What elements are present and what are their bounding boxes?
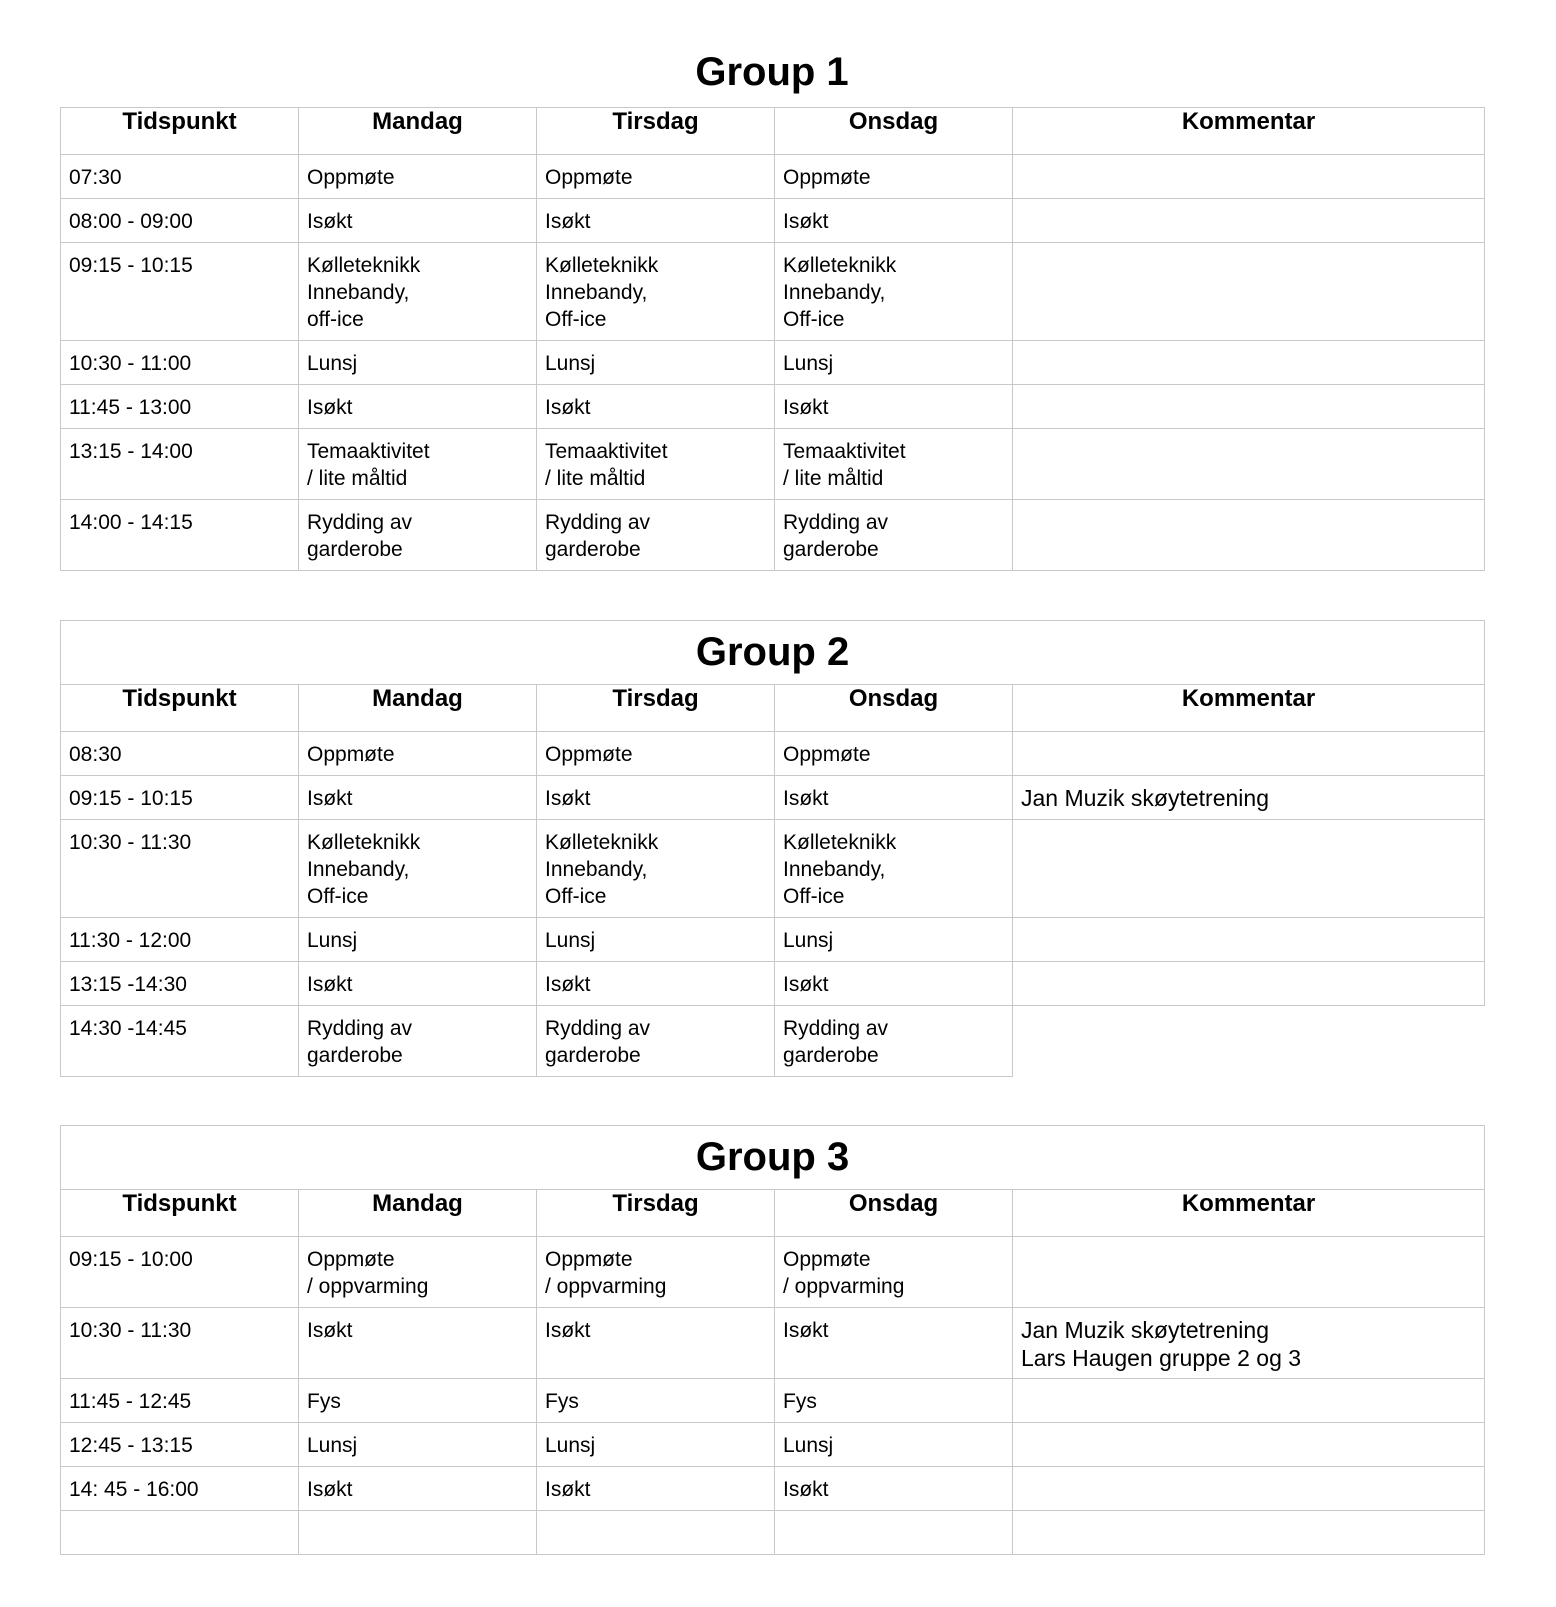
time-cell: 10:30 - 11:30 [69,1319,192,1342]
mandag-cell: Isøkt [307,787,353,810]
tirsdag-cell: Isøkt [545,787,591,810]
table-row [61,1237,1485,1308]
onsdag-cell: Oppmøte [783,166,871,189]
header-tirsdag: Tirsdag [537,1190,775,1237]
kommentar-cell [1013,243,1484,251]
header-tirsdag: Tirsdag [537,108,775,155]
time-cell: 09:15 - 10:00 [69,1248,193,1271]
onsdag-cell: Kølleteknikk Innebandy, Off-ice [783,254,897,331]
onsdag-cell: Isøkt [783,396,829,419]
time-cell [61,1511,298,1520]
mandag-cell: Oppmøte [307,166,395,189]
header-tidspunkt: Tidspunkt [61,1190,299,1237]
onsdag-cell [775,1511,1012,1520]
mandag-cell: Lunsj [307,1434,358,1457]
onsdag-cell: Oppmøte / oppvarming [783,1248,905,1298]
mandag-cell: Rydding av garderobe [307,1017,413,1067]
tirsdag-cell: Rydding av garderobe [545,1017,651,1067]
time-cell: 11:30 - 12:00 [69,929,192,952]
mandag-cell: Isøkt [307,973,353,996]
tirsdag-cell: Kølleteknikk Innebandy, Off-ice [545,831,659,908]
table-row [61,1511,1485,1555]
mandag-cell: Lunsj [307,929,358,952]
time-cell: 10:30 - 11:30 [69,831,192,854]
tirsdag-cell: Isøkt [545,396,591,419]
tirsdag-cell: Oppmøte [545,743,633,766]
kommentar-cell: Jan Muzik skøytetrening Lars Haugen gruppe 2 og 3 [1021,1317,1302,1371]
header-kommentar: Kommentar [1013,685,1485,732]
table-row [61,1467,1485,1511]
kommentar-cell [1013,918,1484,926]
time-cell: 08:30 [69,743,122,766]
mandag-cell: Fys [307,1390,341,1413]
tirsdag-cell: Isøkt [545,210,591,233]
kommentar-cell: Jan Muzik skøytetrening [1021,785,1269,811]
kommentar-cell [1013,155,1484,163]
onsdag-cell: Isøkt [783,1478,829,1501]
header-onsdag: Onsdag [775,108,1013,155]
kommentar-cell [1013,732,1484,740]
header-row [61,685,1485,732]
onsdag-cell: Rydding av garderobe [783,511,889,561]
tirsdag-cell: Oppmøte [545,166,633,189]
onsdag-cell: Temaaktivitet / lite måltid [783,440,906,490]
kommentar-cell [1013,1467,1484,1475]
table-row [61,1006,1485,1077]
tirsdag-cell: Lunsj [545,1434,596,1457]
header-onsdag: Onsdag [775,1190,1013,1237]
mandag-cell: Oppmøte [307,743,395,766]
mandag-cell [299,1511,536,1520]
time-cell: 09:15 - 10:15 [69,787,193,810]
mandag-cell: Isøkt [307,1478,353,1501]
header-onsdag: Onsdag [775,685,1013,732]
time-cell: 12:45 - 13:15 [69,1434,193,1457]
mandag-cell: Isøkt [307,210,353,233]
table-row [61,199,1485,243]
header-kommentar: Kommentar [1013,1190,1485,1237]
kommentar-cell [1013,1423,1484,1431]
header-tidspunkt: Tidspunkt [61,685,299,732]
onsdag-cell: Isøkt [783,210,829,233]
mandag-cell: Kølleteknikk Innebandy, Off-ice [307,831,421,908]
table-row [61,776,1485,820]
time-cell: 13:15 - 14:00 [69,440,193,463]
tirsdag-cell: Isøkt [545,973,591,996]
table-row [61,243,1485,341]
onsdag-cell: Isøkt [783,973,829,996]
group-2-table [60,620,1485,1077]
table-row [61,962,1485,1006]
mandag-cell: Isøkt [307,1319,353,1342]
kommentar-cell [1013,500,1484,508]
mandag-cell: Rydding av garderobe [307,511,413,561]
tirsdag-cell [537,1511,774,1520]
onsdag-cell: Isøkt [783,787,829,810]
table-row [61,429,1485,500]
mandag-cell: Temaaktivitet / lite måltid [307,440,430,490]
table-row [61,1379,1485,1423]
onsdag-cell: Isøkt [783,1319,829,1342]
kommentar-cell [1013,962,1484,970]
tirsdag-cell: Isøkt [545,1478,591,1501]
table-row [61,1308,1485,1379]
kommentar-cell [1013,1006,1484,1014]
kommentar-cell [1013,820,1484,828]
kommentar-cell [1013,1237,1484,1245]
header-mandag: Mandag [299,685,537,732]
tirsdag-cell: Isøkt [545,1319,591,1342]
time-cell: 14:30 -14:45 [69,1017,187,1040]
kommentar-cell [1013,429,1484,437]
header-tidspunkt: Tidspunkt [61,108,299,155]
time-cell: 09:15 - 10:15 [69,254,193,277]
time-cell: 08:00 - 09:00 [69,210,193,233]
table-row [61,732,1485,776]
mandag-cell: Isøkt [307,396,353,419]
table-row [61,918,1485,962]
time-cell: 11:45 - 12:45 [69,1390,192,1413]
onsdag-cell: Lunsj [783,1434,834,1457]
header-row [61,1190,1485,1237]
time-cell: 13:15 -14:30 [69,973,187,996]
table-row [61,385,1485,429]
group-3-table [60,1125,1485,1555]
header-tirsdag: Tirsdag [537,685,775,732]
group-1-title: Group 1 [695,50,849,94]
onsdag-cell: Oppmøte [783,743,871,766]
header-kommentar: Kommentar [1013,108,1485,155]
tirsdag-cell: Lunsj [545,929,596,952]
table-row [61,820,1485,918]
onsdag-cell: Fys [783,1390,817,1413]
tirsdag-cell: Rydding av garderobe [545,511,651,561]
tirsdag-cell: Temaaktivitet / lite måltid [545,440,668,490]
header-row [61,108,1485,155]
time-cell: 07:30 [69,166,122,189]
table-row [61,500,1485,571]
kommentar-cell [1013,1511,1484,1519]
mandag-cell: Oppmøte / oppvarming [307,1248,429,1298]
header-mandag: Mandag [299,108,537,155]
table-row [61,1423,1485,1467]
onsdag-cell: Lunsj [783,352,834,375]
group-2-title: Group 2 [61,621,1485,685]
kommentar-cell [1013,341,1484,349]
time-cell: 11:45 - 13:00 [69,396,192,419]
group-1-table [60,107,1485,571]
group-3-title: Group 3 [61,1126,1485,1190]
onsdag-cell: Lunsj [783,929,834,952]
table-row [61,341,1485,385]
tirsdag-cell: Kølleteknikk Innebandy, Off-ice [545,254,659,331]
kommentar-cell [1013,385,1484,393]
onsdag-cell: Kølleteknikk Innebandy, Off-ice [783,831,897,908]
tirsdag-cell: Oppmøte / oppvarming [545,1248,667,1298]
kommentar-cell [1013,1379,1484,1387]
tirsdag-cell: Lunsj [545,352,596,375]
table-row [61,155,1485,199]
tirsdag-cell: Fys [545,1390,579,1413]
mandag-cell: Kølleteknikk Innebandy, off-ice [307,254,421,331]
header-mandag: Mandag [299,1190,537,1237]
onsdag-cell: Rydding av garderobe [783,1017,889,1067]
time-cell: 10:30 - 11:00 [69,352,192,375]
kommentar-cell [1013,199,1484,207]
time-cell: 14: 45 - 16:00 [69,1478,199,1501]
time-cell: 14:00 - 14:15 [69,511,193,534]
mandag-cell: Lunsj [307,352,358,375]
